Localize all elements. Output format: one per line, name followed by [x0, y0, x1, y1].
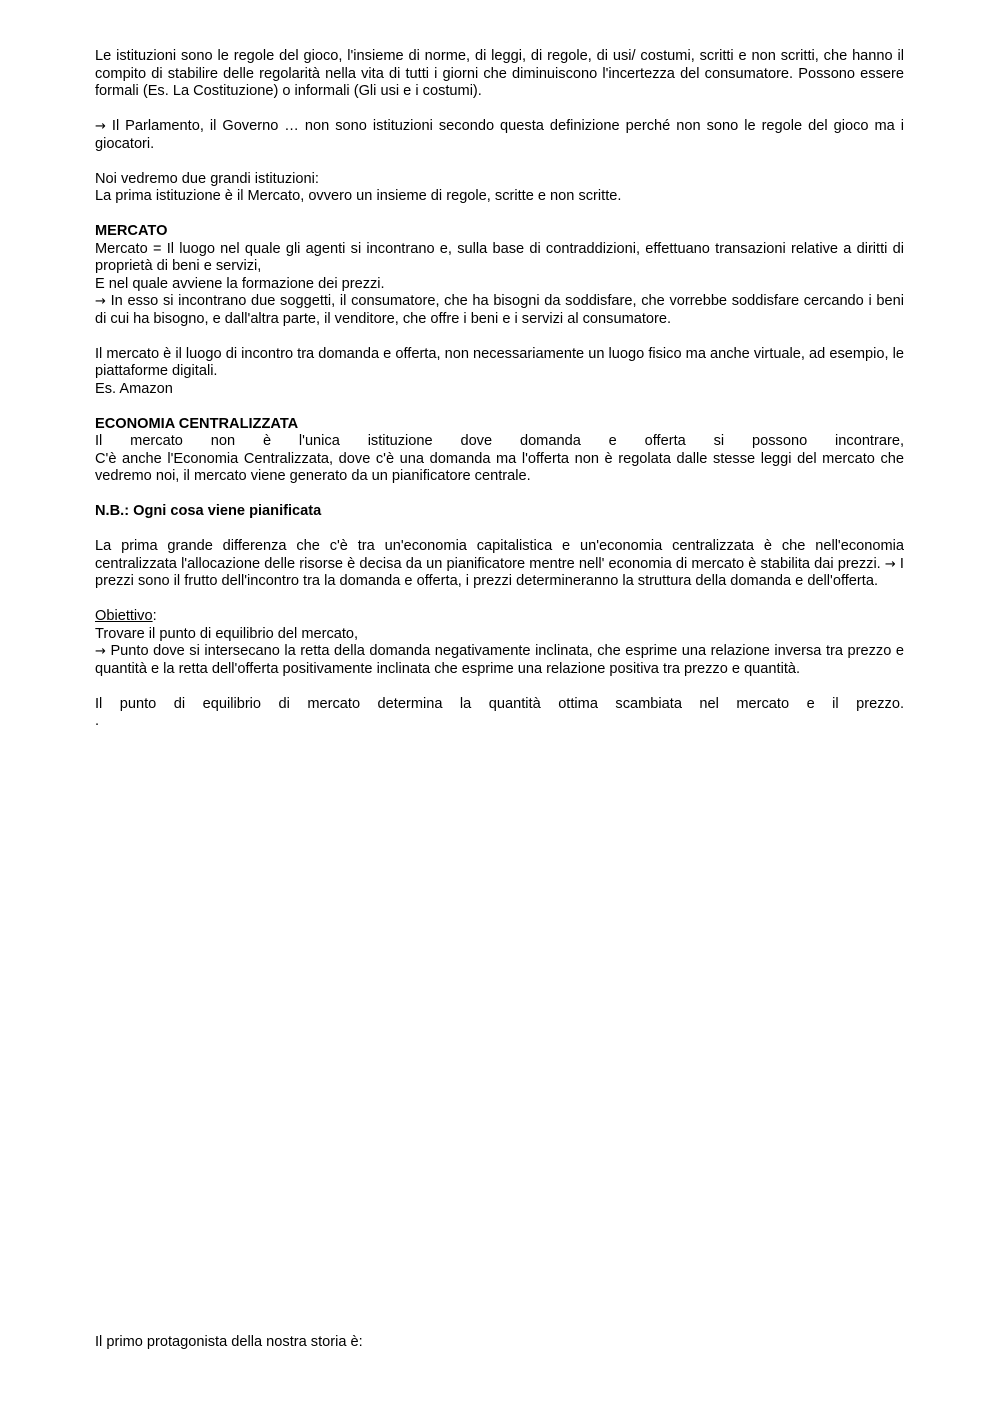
intro-paragraph: Le istituzioni sono le regole del gioco, l'insieme di norme, di leggi, di regole, di usi/ costumi, scritti e non scritti, che hanno il compito di stabilire delle regolarità nella vita di tutti i giorni che diminuiscono l'incertezza del consumatore. Possono essere formali (Es. La Costituzione) o informali (Gli usi e i costumi). — [95, 48, 904, 99]
mercato-example: Es. Amazon — [95, 380, 173, 397]
arrow-icon: → — [95, 294, 106, 309]
equilibrio-conclusion: Il punto di equilibrio di mercato determina la quantità ottima scambiata nel mercato e il prezzo. — [95, 695, 904, 712]
istituzioni-intro-line: Noi vedremo due grandi istituzioni: — [95, 170, 319, 187]
mercato-incontro-paragraph: Il mercato è il luogo di incontro tra domanda e offerta, non necessariamente un luogo fisico ma anche virtuale, ad esempio, le piattaforme digitali. — [95, 345, 904, 379]
mercato-heading: MERCATO — [95, 223, 168, 239]
economia-line1: Il mercato non è l'unica istituzione dove domanda e offerta si possono incontrare, — [95, 433, 904, 449]
mercato-definition: Mercato = Il luogo nel quale gli agenti si incontrano e, sulla base di contraddizioni, effettuano transazioni relative a diritti di proprietà di beni e servizi, — [95, 240, 904, 274]
stray-dot: . — [95, 713, 100, 729]
arrow-icon: → — [884, 556, 896, 572]
mercato-soggetti-paragraph: → In esso si incontrano due soggetti, il consumatore, che ha bisogni da soddisfare, che vorrebbe soddisfare cercando i beni di cui ha bisogno, e dall'altra parte, il venditore, che offre i beni e i servizi al consumatore. — [95, 293, 904, 327]
intro-arrow-paragraph: → Il Parlamento, il Governo … non sono istituzioni secondo questa definizione perché non sono le regole del gioco ma i giocatori. — [95, 118, 904, 152]
document-page — [95, 48, 904, 731]
prima-istituzione-line: La prima istituzione è il Mercato, ovvero un insieme di regole, scritte e non scritte. — [95, 188, 622, 204]
arrow-icon: → — [95, 119, 106, 134]
differenza-paragraph: La prima grande differenza che c'è tra un'economia capitalistica e un'economia centralizzata è che nell'economia centralizzata l'allocazione delle risorse è decisa da un pianificatore mentre nell' economia di mercato è stabilita dai prezzi. → I prezzi sono il frutto dell'incontro tra la domanda e offerta, i prezzi determineranno la struttura della domanda e dell'offerta. — [95, 538, 904, 589]
mercato-prezzi-line: E nel quale avviene la formazione dei prezzi. — [95, 275, 385, 292]
obiettivo-line1: Trovare il punto di equilibrio del mercato, — [95, 625, 359, 642]
obiettivo-arrow-paragraph: → Punto dove si intersecano la retta della domanda negativamente inclinata, che esprime una relazione inversa tra prezzo e quantità e la retta dell'offerta positivamente inclinata che esprime una relazione positiva tra prezzo e quantità. — [95, 643, 904, 677]
economia-line2: C'è anche l'Economia Centralizzata, dove c'è una domanda ma l'offerta non è regolata dalle stesse leggi del mercato che vedremo noi, il mercato viene generato da un pianificatore centrale. — [95, 450, 904, 484]
economia-heading: ECONOMIA CENTRALIZZATA — [95, 415, 299, 432]
obiettivo-label-line: Obiettivo: — [95, 608, 157, 624]
nb-note: N.B.: Ogni cosa viene pianificata — [95, 503, 322, 519]
footer-line: Il primo protagonista della nostra storia è: — [95, 1334, 363, 1350]
arrow-icon: → — [95, 644, 106, 659]
obiettivo-label: Obiettivo — [95, 608, 153, 624]
